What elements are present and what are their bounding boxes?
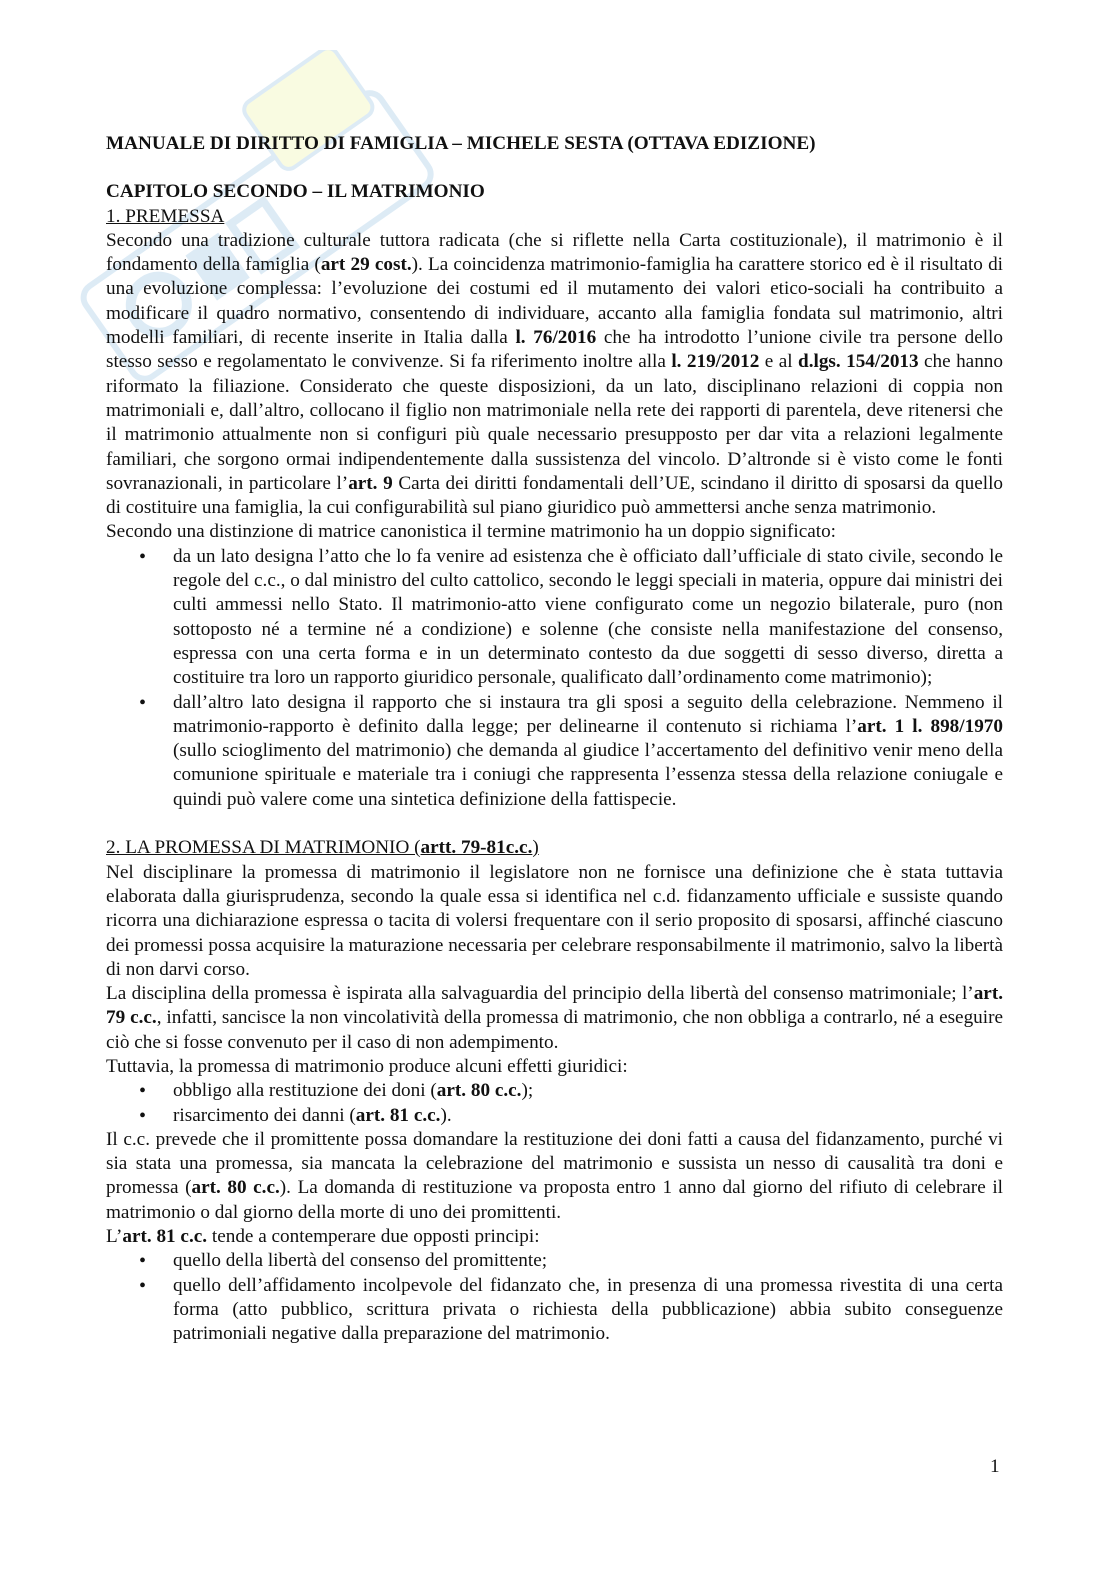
section-2-paragraph-5: L’art. 81 c.c. tende a contemperare due opposti principi: [106,1226,540,1248]
section-1-heading: 1. PREMESSA [106,205,225,227]
section-1-bullet-list [106,545,1003,812]
list-item: • quello dell’affidamento incolpevole del fidanzato che, in presenza di una promessa rivestita di una certa forma (atto pubblico, scrittura privata o richiesta della pubblicazione) abbia subito conseguenze patrimoniali negative dalla preparazione del matrimonio. [173,1274,1003,1347]
document-title: MANUALE DI DIRITTO DI FAMIGLIA – MICHELE SESTA (OTTAVA EDIZIONE) [106,133,816,154]
section-2-heading: 2. LA PROMESSA DI MATRIMONIO (artt. 79-81c.c.) [106,837,539,859]
list-item: • da un lato designa l’atto che lo fa venire ad esistenza che è officiato dall’ufficiale di stato civile, secondo le regole del c.c., o dal ministro del culto cattolico, secondo le leggi speciali in materia, oppure dai ministri dei culti ammessi nello Stato. Il matrimonio-atto viene configurato come un negozio bilaterale, puro (non sottoposto né a termine né a condizione) e solenne (che consiste nella manifestazione del consenso, espressa con una certa forma e in un determinato contesto da due soggetti di sesso diverso, diretta a costituire tra loro un rapporto giuridico personale, qualificato dall’ordinamento come matrimonio); [173,545,1003,691]
section-2-principles-list [106,1249,1003,1346]
section-1-paragraph-1: Secondo una tradizione culturale tuttora radicata (che si riflette nella Carta costituzionale), il matrimonio è il fondamento della famiglia (art 29 cost.). La coincidenza matrimonio-famiglia ha carattere storico ed è il risultato di una evoluzione complessa: l’evoluzione dei costumi ed il mutamento dei valori etico-sociali ha contribuito a modificare il quadro normativo, consentendo di individuare, accanto alla famiglia fondata sul matrimonio, altri modelli familiari, di recente inserite in Italia dalla l. 76/2016 che ha introdotto l’unione civile tra persone dello stesso sesso e regolamentato le convivenze. Si fa riferimento inoltre alla l. 219/2012 e al d.lgs. 154/2013 che hanno riformato la filiazione. Considerato che queste disposizioni, da un lato, disciplinano relazioni di coppia non matrimoniali e, dall’altro, collocano il figlio non matrimoniale nella rete dei rapporti di parentela, deve ritenersi che il matrimonio attualmente non si configuri più quale necessario presupposto per dar vita a relazioni legalmente familiari, che sorgono ormai indipendentemente dalla sussistenza del vincolo. D’altronde si è visto come le fonti sovranazionali, in particolare l’art. 9 Carta dei diritti fondamentali dell’UE, scindano il diritto di sposarsi da quello di costituire una famiglia, la cui configurabilità sul piano giuridico può ammettersi anche senza matrimonio. [106,229,1004,519]
list-item: • quello della libertà del consenso del promittente; [173,1249,1003,1273]
section-2-effects-list [106,1079,1003,1128]
section-1-paragraph-2: Secondo una distinzione di matrice canonistica il termine matrimonio ha un doppio significato: [106,521,837,543]
page-number: 1 [990,1456,1000,1477]
document-page [106,132,1003,1347]
section-2-paragraph-3: Tuttavia, la promessa di matrimonio produce alcuni effetti giuridici: [106,1055,628,1077]
section-2-paragraph-4: Il c.c. prevede che il promittente possa domandare la restituzione dei doni fatti a causa del fidanzamento, purché vi sia stata una promessa, sia mancata la celebrazione del matrimonio e sussista un nesso di causalità tra doni e promessa (art. 80 c.c.). La domanda di restituzione va proposta entro 1 anno dal giorno del rifiuto di celebrare il matrimonio o dal giorno della morte di uno dei promittenti. [106,1128,1003,1223]
list-item: • dall’altro lato designa il rapporto che si instaura tra gli sposi a seguito della celebrazione. Nemmeno il matrimonio-rapporto è definito dalla legge; per delinearne il contenuto si richiama l’art. 1 l. 898/1970 (sullo scioglimento del matrimonio) che demanda al giudice l’accertamento del definitivo venir meno della comunione spirituale e materiale tra i coniugi che rappresenta l’essenza stessa della relazione coniugale e quindi può valere come una sintetica definizione della fattispecie. [173,691,1003,812]
section-2-paragraph-2: La disciplina della promessa è ispirata alla salvaguardia del principio della libertà del consenso matrimoniale; l’art. 79 c.c., infatti, sancisce la non vincolatività della promessa di matrimonio, che non obbliga a contrarlo, né a eseguire ciò che si fosse convenuto per il caso di non adempimento. [106,983,1003,1053]
list-item: • obbligo alla restituzione dei doni (art. 80 c.c.); [173,1079,1003,1103]
chapter-title: CAPITOLO SECONDO – IL MATRIMONIO [106,181,485,203]
list-item: • risarcimento dei danni (art. 81 c.c.). [173,1104,1003,1128]
section-2-paragraph-1: Nel disciplinare la promessa di matrimonio il legislatore non ne fornisce una definizione che è stata tuttavia elaborata dalla giurisprudenza, secondo la quale essa si identifica nel c.d. fidanzamento ufficiale e sussiste quando ricorra una dichiarazione espressa o tacita di volersi frequentare con il serio proposito di sposarsi, affinché ciascuno dei promessi possa acquisire la maturazione necessaria per celebrare responsabilmente il matrimonio, salvo la libertà di non darvi corso. [106,861,1003,980]
